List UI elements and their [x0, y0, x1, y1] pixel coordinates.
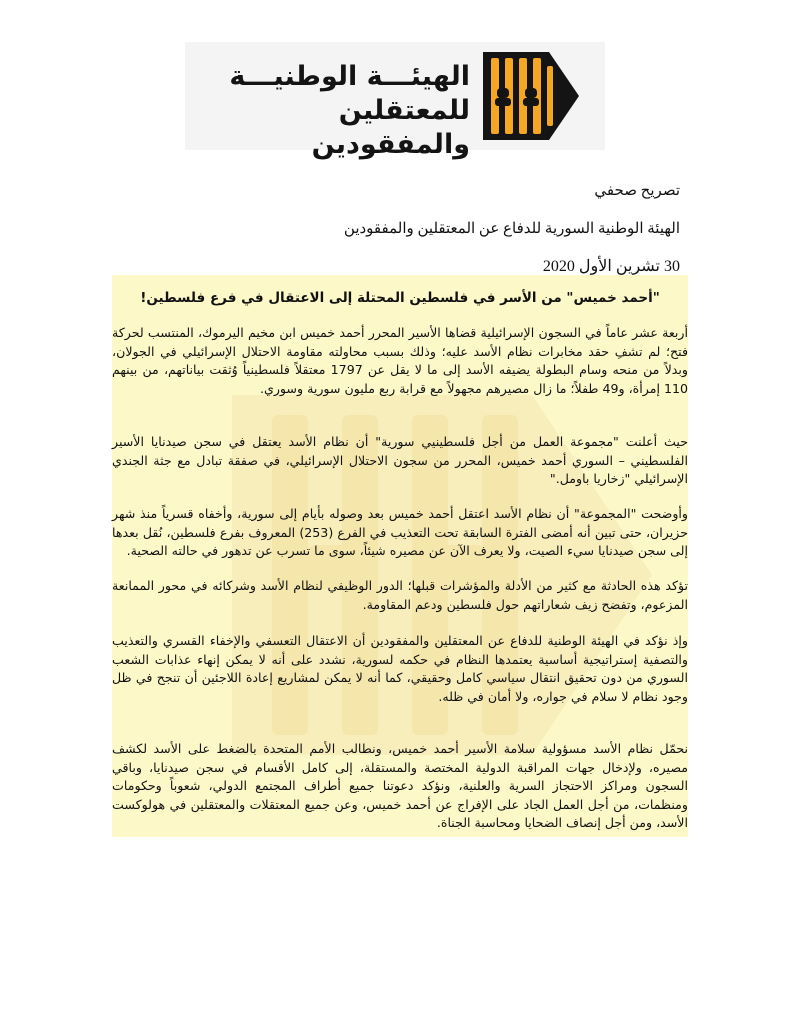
paragraph-3: وأوضحت "المجموعة" أن نظام الأسد اعتقل أحمد خميس بعد وصوله بأيام إلى سورية، وأخفاه قسرياً منذ شهر حزيران، حتى تبين أنه أمضى الفترة السابقة تحت التعذيب في الفرع (253) المعروف بفرع فلسطين، نُقل بعدها إلى سجن صيدنايا سيء الصيت، ولا يعرف الآن عن مصيره شيئاً، سوى ما تسرب عن تدهور في حالته الصحية. — [112, 506, 688, 559]
paragraph-5: وإذ نؤكد في الهيئة الوطنية للدفاع عن المعتقلين والمفقودين أن الاعتقال التعسفي والإخفاء القسري والتعذيب والتصفية إستراتيجية أساسية يعتمدها النظام في حكمه لسورية، نشدد على أنه لا يمكن إنهاء عذابات الشعب السوري من دون تحقيق انتقال سياسي كامل وحقيقي، كما أنه لا يمكن لمشاريع إعادة اللاجئين أن تنجح في ظل وجود نظام لا سلام في جواره، ولا أمان في ظله. — [112, 633, 688, 704]
logo-line-1: الهيئـــة الوطنيـــة — [229, 61, 470, 92]
paragraph-6: نحمّل نظام الأسد مسؤولية سلامة الأسير أحمد خميس، ونطالب الأمم المتحدة بالضغط على الأسد لكشف مصيره، ولإدخال جهات المراقبة الدولية المختصة والمستقلة، إلى كامل الأقسام في سجن صيدنايا، وباقي السجون ومراكز الاحتجاز السرية والعلنية، ونؤكد دعوتنا جميع أطراف المجتمع الدولي، شعوباً وحكومات ومنظمات، من أجل العمل الجاد على الإفراج عن أحمد خميس، وعن جميع المعتقلات والمعتقلين في هولوكست الأسد، ومن أجل إنصاف الضحايا ومحاسبة الجناة. — [112, 741, 688, 831]
paragraph-1: أربعة عشر عاماً في السجون الإسرائيلية قضاها الأسير المحرر أحمد خميس ابن مخيم اليرموك، المنتسب لحركة فتح؛ لم تشفِ حقد مخابرات نظام الأسد عليه؛ وذلك بسبب محاولته مقاومة الاحتلال الإسرائيلي في الجولان، وبدلاً من منحه وسام البطولة يضيفه الأسد إلى ما لا يقل عن 1797 معتقلاً فلسطينياً وُثقت بياناتهم، من بينهم 110 إمرأة، و49 طفلاً؛ ما زال مصيرهم مجهولاً مع قرابة ربع مليون سورية وسوري. — [112, 325, 688, 396]
release-date: 30 تشرين الأول 2020 — [542, 258, 680, 275]
press-release-label: تصريح صحفي — [594, 183, 680, 199]
logo-text — [185, 60, 470, 162]
logo-line-2: للمعتقلين والمفقودين — [311, 95, 470, 160]
paragraph-2: حيث أعلنت "مجموعة العمل من أجل فلسطينيي سورية" أن نظام الأسد يعتقل في سجن صيدنايا الأسير الفلسطيني – السوري أحمد خميس، المحرر من سجون الاحتلال الإسرائيلي، في صفقة تبادل مع جثة الجندي الإسرائيلي "زخاريا باومل." — [112, 434, 688, 487]
organization-name: الهيئة الوطنية السورية للدفاع عن المعتقلين والمفقودين — [343, 221, 680, 237]
prison-bars-hands-icon — [475, 48, 583, 144]
organization-logo — [185, 42, 605, 160]
paragraph-4: تؤكد هذه الحادثة مع كثير من الأدلة والمؤشرات قبلها؛ الدور الوظيفي لنظام الأسد وشركائه في محور الممانعة المزعوم، وتفضح زيف شعاراتهم حول فلسطين ودعم المقاومة. — [112, 578, 688, 612]
article-title: "أحمد خميس" من الأسر في فلسطين المحتلة إلى الاعتقال في فرع فلسطين! — [140, 290, 660, 306]
